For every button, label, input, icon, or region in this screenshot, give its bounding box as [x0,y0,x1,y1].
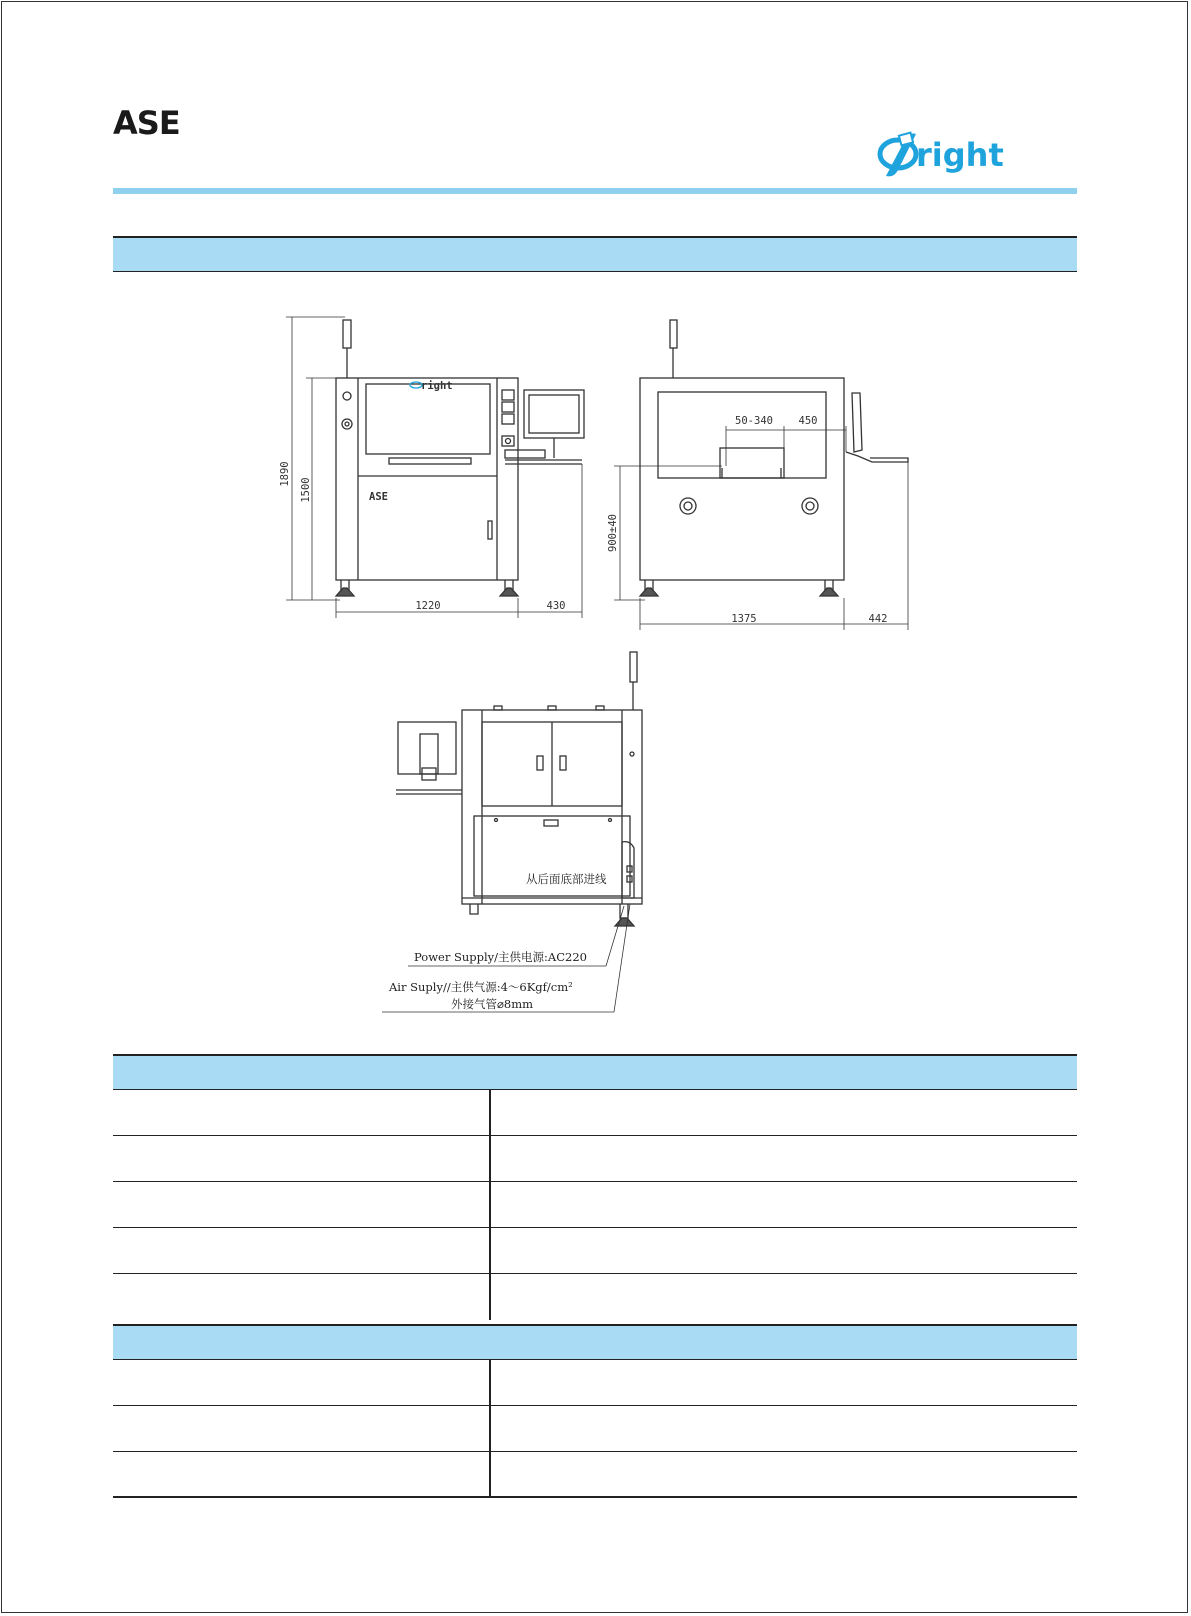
table-row [113,1360,1077,1406]
dim-front-width: 1220 [415,600,441,612]
dim-side-length: 1375 [731,613,757,625]
wiring-note: 从后面底部进线 [526,872,607,886]
table-row [113,1136,1077,1182]
cabinet-logo: ASE [369,491,388,503]
screen-logo: right [421,380,453,392]
table-row [113,1274,1077,1320]
table-row [113,1452,1077,1498]
table-row [113,1228,1077,1274]
dim-body-height: 1500 [300,477,312,503]
dim-conveyor-height: 900±40 [607,514,619,552]
section-band-table2 [113,1324,1077,1360]
dim-width-range: 50-340 [735,415,773,427]
dim-panel-ext: 442 [868,613,888,625]
section-band-table1 [113,1054,1077,1090]
front-view [286,317,584,618]
table-row [113,1090,1077,1136]
side-view [614,320,908,630]
air-supply-label: Air Suply//主供气源:4～6Kgf/cm² [389,980,573,994]
spec-table-2 [113,1360,1077,1498]
table-row [113,1182,1077,1228]
power-supply-label: Power Supply/主供电源:AC220 [414,950,587,964]
logo-text: right [916,136,1004,174]
brand-title: ASE [113,104,180,142]
dim-monitor-ext: 430 [546,600,566,612]
table-row [113,1406,1077,1452]
dim-width-fixed: 450 [798,415,818,427]
dim-total-height: 1890 [279,461,291,487]
air-pipe-label: 外接气管⌀8mm [451,997,534,1011]
spec-table-1 [113,1090,1077,1320]
